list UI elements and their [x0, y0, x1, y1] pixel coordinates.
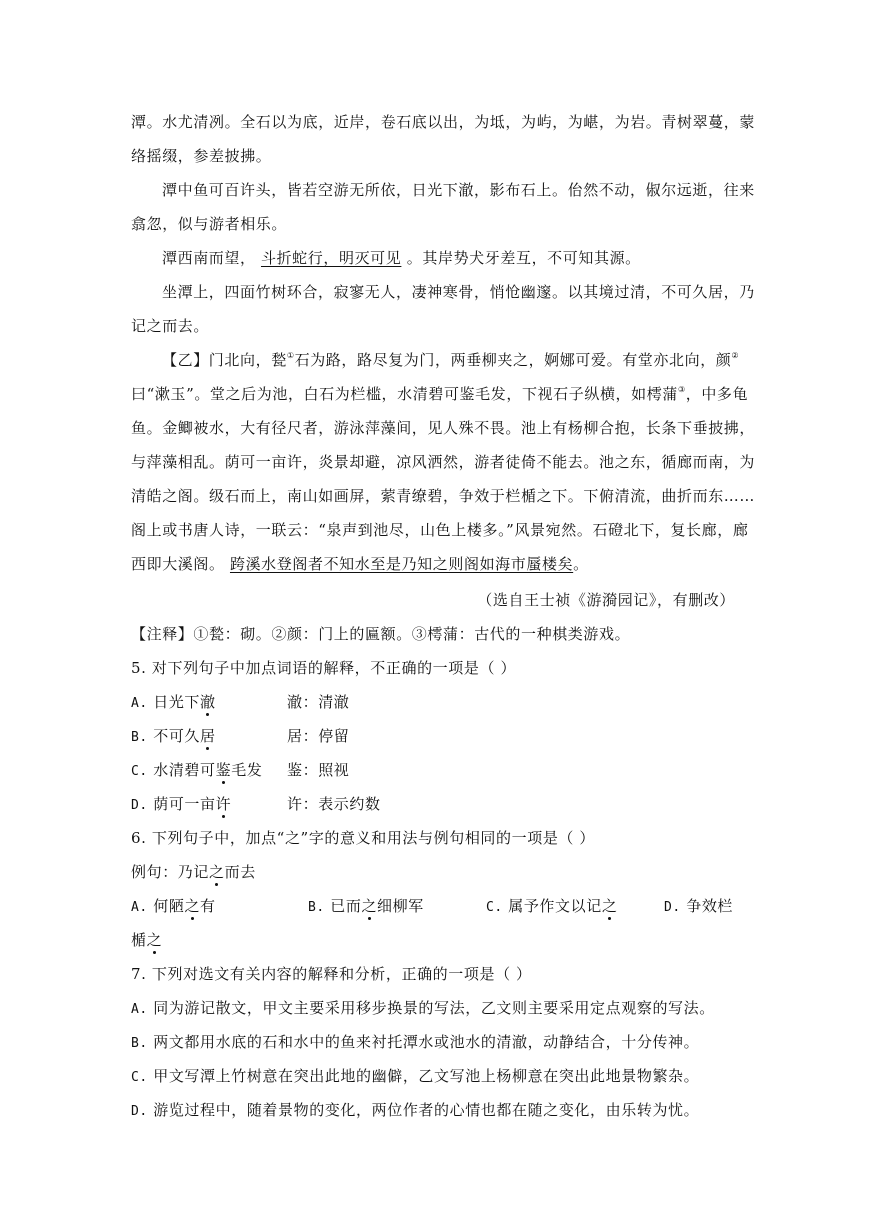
yi-line1 — [162, 350, 739, 370]
option-text: 毛发 — [231, 761, 263, 779]
q6-example — [131, 862, 256, 882]
dotted-word: 澈 — [200, 693, 216, 711]
yi-line7 — [131, 554, 589, 574]
jia-p3 — [162, 248, 641, 268]
option-text: 荫可一亩 — [153, 795, 216, 813]
q5-option-c — [131, 760, 262, 782]
yi-line2-b: ，中多龟 — [685, 385, 749, 403]
dotted-word: 之 — [209, 863, 225, 881]
q6-stem: 6. 下列句子中，加点“之”字的意义和用法与例句相同的一项是（ ） — [131, 829, 595, 847]
option-label: C. — [131, 1070, 148, 1085]
dotted-word: 鉴 — [215, 761, 232, 779]
option-text: 游览过程中，随着景物的变化，两位作者的心情也都在随之变化，由乐转为忧。 — [153, 1101, 700, 1119]
q6-option-a — [131, 896, 216, 918]
jia-p1-line1: 潭。水尤清冽。全石以为底，近岸，卷石底以出，为坻，为屿，为嵁，为岩。青树翠蔓，蒙 — [131, 113, 756, 131]
q5-stem: 5. 对下列句子中加点词语的解释，不正确的一项是（ ） — [131, 659, 517, 677]
yi-line3: 鱼。金鲫被水，大有径尺者，游泳萍藻间，见人殊不畏。池上有杨柳合抱，长条下垂披拂， — [131, 419, 756, 437]
note-ref-1: ① — [286, 351, 295, 360]
source-citation: （选自王士祯《游漪园记》，有删改） — [477, 591, 735, 609]
yi-line1-a: 【乙】门北向，甃 — [162, 351, 287, 369]
jia-p2-line1: 潭中鱼可百许头，皆若空游无所依，日光下澈，影布石上。佁然不动，俶尔远逝，往来 — [162, 181, 755, 199]
q7-option-d — [131, 1100, 699, 1122]
option-text: 已而 — [330, 897, 362, 915]
dotted-word: 之 — [361, 897, 378, 915]
yi-line7-underlined: 跨溪水登阁者不知水至是乃知之则阁如海市蜃楼矣 — [229, 555, 574, 573]
jia-p3-underlined: 斗折蛇行，明灭可见 — [260, 249, 402, 267]
option-label: C. — [486, 900, 503, 915]
jia-p2-line2: 翕忽，似与游者相乐。 — [131, 215, 288, 233]
yi-line6: 阁上或书唐人诗，一联云：“泉声到池尽，山色上楼多。”风景宛然。石磴北下，复长廊，廊 — [131, 521, 749, 539]
dotted-word: 许 — [215, 795, 232, 813]
q6-option-d-wrap — [131, 930, 162, 950]
q6-option-b — [308, 896, 424, 918]
q5-option-b-expl: 居：停留 — [287, 727, 350, 745]
q7-option-b — [131, 1032, 699, 1054]
q6-option-c — [486, 896, 617, 918]
yi-line4: 与萍藻相乱。荫可一亩许，炎景却避，凉风洒然，游者徒倚不能去。池之东，循廊而南，为 — [131, 453, 756, 471]
q5-option-d-expl: 许：表示约数 — [287, 795, 381, 813]
jia-p1-line2: 络摇缀，参差披拂。 — [131, 147, 272, 165]
yi-line1-b: 石为路，路尽复为门，两垂柳夹之，婀娜可爱。有堂亦北向，颜 — [294, 351, 732, 369]
option-text: 日光下 — [153, 693, 201, 711]
option-text: 何陋 — [153, 897, 185, 915]
option-text: 水清碧可 — [153, 761, 216, 779]
option-text: 两文都用水底的石和水中的鱼来衬托潭水或池水的清澈，动静结合，十分传神。 — [153, 1033, 700, 1051]
q5-option-d — [131, 794, 231, 816]
example-text: 例句：乃记 — [131, 863, 210, 881]
note-ref-3: ③ — [677, 385, 686, 394]
jia-p3-post: 。其岸势犬牙差互，不可知其源。 — [406, 249, 641, 267]
q7-stem: 7. 下列对选文有关内容的解释和分析，正确的一项是（ ） — [131, 965, 532, 983]
option-text: 同为游记散文，甲文主要采用移步换景的写法，乙文则主要采用定点观察的写法。 — [153, 999, 715, 1017]
option-label: A. — [131, 1002, 148, 1017]
q5-option-a-expl: 澈：清澈 — [287, 693, 350, 711]
q5-option-b — [131, 726, 216, 748]
option-label: A. — [131, 696, 148, 711]
note-ref-2: ② — [731, 351, 740, 360]
example-text: 而去 — [224, 863, 256, 881]
option-text: 细柳军 — [377, 897, 424, 915]
yi-line7-post: 。 — [573, 555, 589, 573]
option-text: 争效栏 — [686, 897, 734, 915]
option-text: 甲文写潭上竹树意在突出此地的幽僻，乙文写池上杨柳意在突出此地景物繁杂。 — [153, 1067, 700, 1085]
notes: 【注释】①甃：砌。②颜：门上的匾额。③樗蒲：古代的一种棋类游戏。 — [131, 625, 631, 643]
q5-option-a — [131, 692, 216, 714]
dotted-word: 居 — [200, 727, 216, 745]
yi-line5: 清皓之阁。级石而上，南山如画屏，萦青缭碧，争效于栏楯之下。下俯清流，曲折而东…… — [131, 487, 756, 505]
option-label: A. — [131, 900, 148, 915]
option-label: C. — [131, 764, 148, 779]
q6-option-d — [664, 896, 733, 918]
option-label: D. — [131, 798, 148, 813]
yi-line2 — [131, 384, 748, 404]
dotted-word: 之 — [601, 897, 618, 915]
q7-option-c — [131, 1066, 699, 1088]
yi-line2-a: 曰“漱玉”。堂之后为池，白石为栏槛，水清碧可鉴毛发，下视石子纵横，如樗蒲 — [131, 385, 678, 403]
option-label: B. — [131, 1036, 148, 1051]
jia-p4-line2: 记之而去。 — [131, 317, 210, 335]
option-text: 不可久 — [153, 727, 201, 745]
jia-p4-line1: 坐潭上，四面竹树环合，寂寥无人，凄神寒骨，悄怆幽邃。以其境过清，不可久居，乃 — [162, 283, 755, 301]
option-text: 属予作文以记 — [508, 897, 602, 915]
option-text: 楯 — [131, 931, 147, 949]
option-text: 有 — [200, 897, 216, 915]
option-label: D. — [664, 900, 681, 915]
q5-option-c-expl: 鉴：照视 — [287, 761, 350, 779]
dotted-word: 之 — [146, 931, 163, 949]
option-label: B. — [308, 900, 325, 915]
option-label: D. — [131, 1104, 148, 1119]
dotted-word: 之 — [184, 897, 201, 915]
jia-p3-pre: 潭西南而望， — [162, 249, 256, 267]
yi-line7-pre: 西即大溪阁。 — [131, 555, 230, 573]
q7-option-a — [131, 998, 715, 1020]
option-label: B. — [131, 730, 148, 745]
